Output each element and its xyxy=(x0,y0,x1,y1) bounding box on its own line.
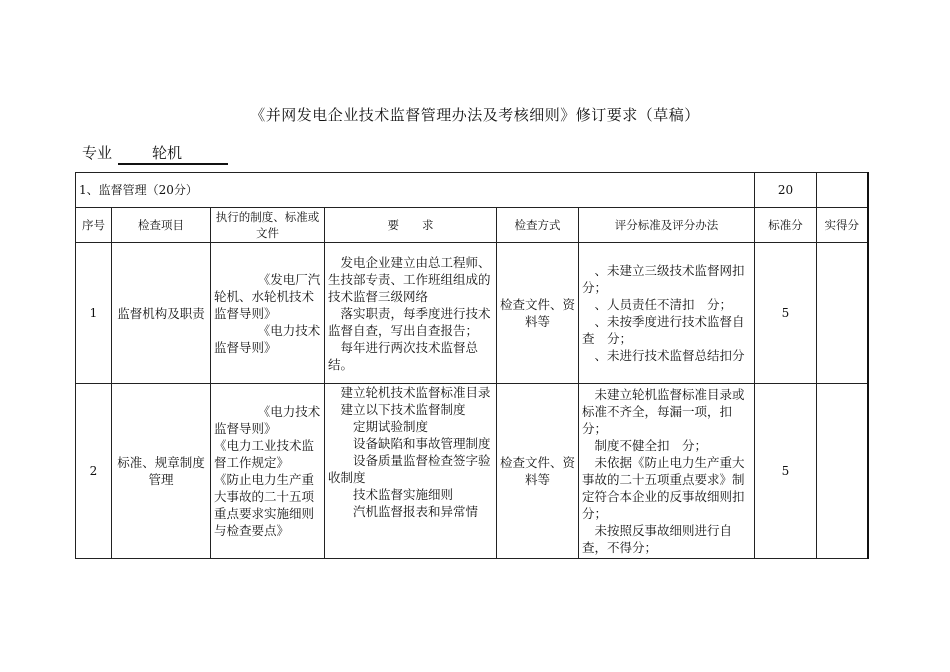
standard-score: 5 xyxy=(755,384,817,559)
reference-documents: 《电力技术监督导则》 《电力工业技术监督工作规定》 《防止电力生产重大事故的二十五项重点要求实施细则与检查要点》 xyxy=(211,384,325,559)
section-row xyxy=(76,173,868,208)
table-row xyxy=(76,384,868,559)
actual-score xyxy=(817,243,868,384)
check-item: 标准、规章制度管理 xyxy=(112,384,211,559)
section-score: 20 xyxy=(755,173,817,208)
requirements: 发电企业建立由总工程师、生技部专责、工作班组组成的技术监督三级网络 落实职责，每季度进行技术监督自查，写出自查报告； 每年进行两次技术监督总结。 xyxy=(325,243,497,384)
header-cell: 检查项目 xyxy=(112,208,211,243)
major-field xyxy=(82,142,228,165)
section-title: 1、监督管理（20分） xyxy=(76,173,755,208)
document-title: 《并网发电企业技术监督管理办法及考核细则》修订要求（草稿） xyxy=(250,106,700,124)
major-label: 专业 xyxy=(82,144,113,162)
standard-score: 5 xyxy=(755,243,817,384)
header-cell: 标准分 xyxy=(755,208,817,243)
header-cell: 检查方式 xyxy=(497,208,579,243)
row-number: 2 xyxy=(76,384,112,559)
check-item: 监督机构及职责 xyxy=(112,243,211,384)
header-cell: 执行的制度、标准或文件 xyxy=(211,208,325,243)
scoring-criteria: 、未建立三级技术监督网扣 分； 、人员责任不清扣 分； 、未按季度进行技术监督自查 分； 、未进行技术监督总结扣分 xyxy=(579,243,755,384)
scoring-criteria: 未建立轮机监督标准目录或标准不齐全，每漏一项，扣 分； 制度不健全扣 分； 未依据《防止电力生产重大事故的二十五项重点要求》制定符合本企业的反事故细则扣 分； 未按照反事故细则进行自查，不得分； xyxy=(579,384,755,559)
header-cell: 评分标准及评分办法 xyxy=(579,208,755,243)
major-value: 轮机 xyxy=(118,142,228,165)
reference-documents: 《发电厂汽轮机、水轮机技术监督导则》 《电力技术监督导则》 xyxy=(211,243,325,384)
section-empty-cell xyxy=(817,173,868,208)
inspection-table xyxy=(75,172,869,559)
header-row xyxy=(76,208,868,243)
table-row xyxy=(76,243,868,384)
row-number: 1 xyxy=(76,243,112,384)
header-cell: 要 求 xyxy=(325,208,497,243)
requirements: 建立轮机技术监督标准目录 建立以下技术监督制度 定期试验制度 设备缺陷和事故管理制度 设备质量监督检查签字验收制度 技术监督实施细则 汽机监督报表和异常情 xyxy=(325,384,497,559)
check-method: 检查文件、资料等 xyxy=(497,243,579,384)
header-cell: 实得分 xyxy=(817,208,868,243)
header-cell: 序号 xyxy=(76,208,112,243)
check-method: 检查文件、资料等 xyxy=(497,384,579,559)
actual-score xyxy=(817,384,868,559)
